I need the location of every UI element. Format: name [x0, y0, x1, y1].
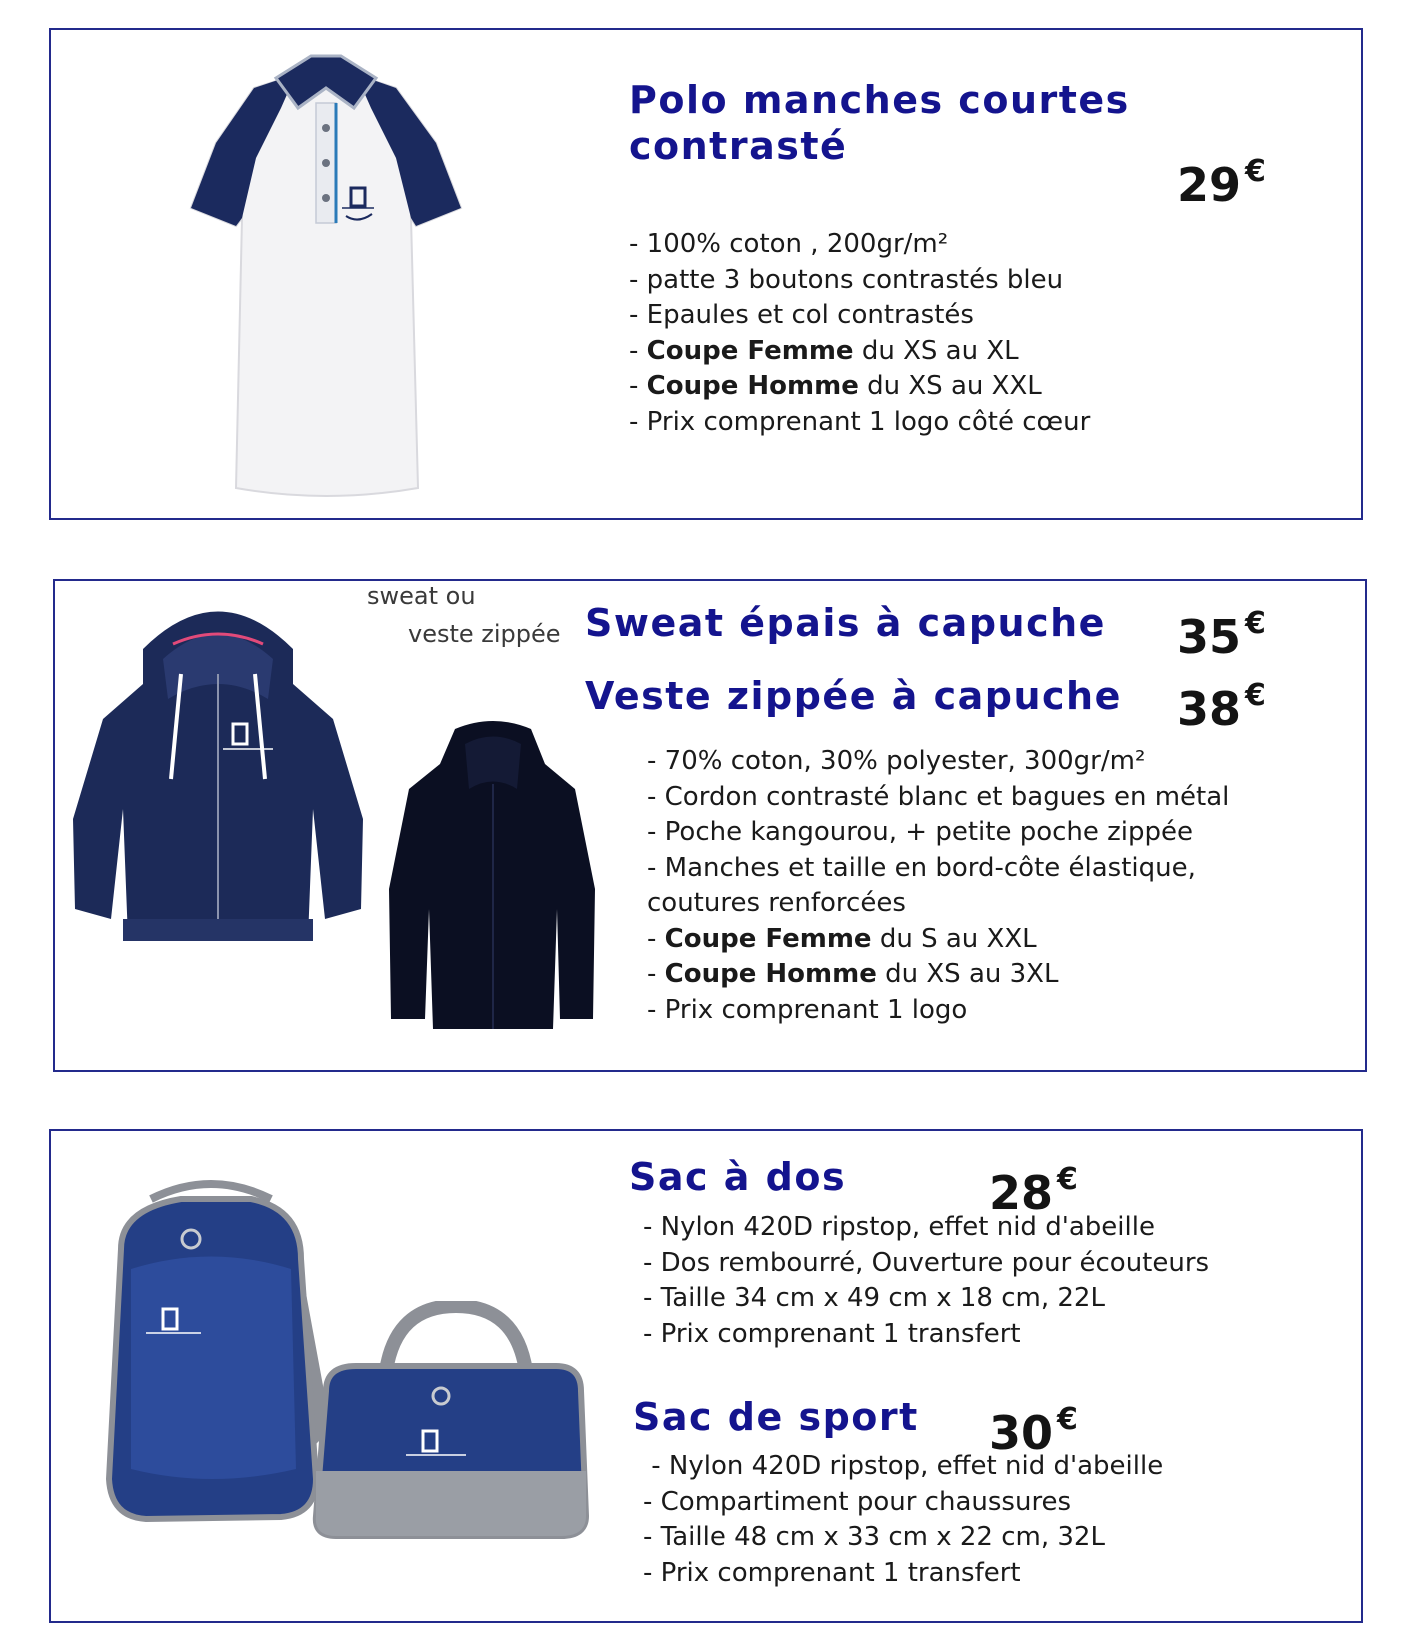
feature-item: - Prix comprenant 1 transfert — [643, 1557, 1021, 1588]
feature-item: - patte 3 boutons contrastés bleu — [629, 264, 1064, 295]
sport-bag-title: Sac de sport — [633, 1395, 919, 1439]
zip-jacket-price: 38 € — [1177, 678, 1266, 736]
feature-item: - Coupe Femme du XS au XL — [629, 335, 1019, 366]
euro-sign: € — [1057, 1402, 1078, 1437]
euro-sign: € — [1245, 154, 1266, 189]
feature-item: - Coupe Femme du S au XXL — [647, 923, 1037, 954]
feature-item: - Prix comprenant 1 transfert — [643, 1318, 1021, 1349]
feature-item: - Prix comprenant 1 logo côté cœur — [629, 406, 1091, 437]
feature-item: - 100% coton , 200gr/m² — [629, 229, 949, 259]
euro-sign: € — [1245, 606, 1266, 641]
sweat-price: 35 € — [1177, 606, 1266, 664]
product-card-sweat — [53, 579, 1367, 1072]
feature-item: - Nylon 420D ripstop, effet nid d'abeille — [643, 1212, 1155, 1242]
sweat-or-jacket-note-line2: veste zippée — [408, 620, 561, 648]
euro-sign: € — [1245, 678, 1266, 713]
sport-bag-price: 30 € — [989, 1402, 1078, 1460]
feature-item: - Poche kangourou, + petite poche zippée — [647, 817, 1194, 847]
sweat-features-list — [647, 744, 1229, 1028]
feature-item: - Compartiment pour chaussures — [643, 1486, 1072, 1517]
zip-jacket-title: Veste zippée à capuche — [585, 674, 1122, 718]
feature-item: - Dos rembourré, Ouverture pour écouteurs — [643, 1247, 1210, 1278]
feature-item: - Manches et taille en bord-côte élastique, — [647, 852, 1196, 883]
feature-item: coutures renforcées — [647, 888, 906, 918]
backpack-price: 28 € — [989, 1162, 1078, 1220]
backpack-title: Sac à dos — [629, 1155, 847, 1199]
polo-shirt-image — [146, 48, 496, 503]
polo-price: 29 € — [1177, 154, 1266, 212]
zip-jacket-image — [385, 719, 600, 1034]
feature-item: - Epaules et col contrastés — [629, 300, 974, 330]
backpack-features-list — [643, 1210, 1209, 1352]
feature-item: - Coupe Homme du XS au XXL — [629, 371, 1042, 401]
sport-bag-features-list — [643, 1449, 1163, 1591]
product-card-polo — [49, 28, 1363, 520]
polo-title-line1: Polo manches courtes — [629, 78, 1130, 122]
feature-item: - Nylon 420D ripstop, effet nid d'abeille — [643, 1451, 1164, 1481]
polo-title-line2: contrasté — [629, 124, 848, 168]
feature-item: - Taille 48 cm x 33 cm x 22 cm, 32L — [643, 1522, 1105, 1552]
sweat-title: Sweat épais à capuche — [585, 601, 1106, 645]
hoodie-image — [63, 589, 373, 984]
feature-item: - Coupe Homme du XS au 3XL — [647, 959, 1059, 989]
feature-item: - Cordon contrasté blanc et bagues en métal — [647, 781, 1230, 812]
sweat-or-jacket-note-line1: sweat ou — [367, 582, 476, 610]
feature-item: - Taille 34 cm x 49 cm x 18 cm, 22L — [643, 1283, 1105, 1313]
euro-sign: € — [1057, 1162, 1078, 1197]
feature-item: - Prix comprenant 1 logo — [647, 994, 968, 1025]
feature-item: - 70% coton, 30% polyester, 300gr/m² — [647, 746, 1146, 776]
product-card-bags — [49, 1129, 1363, 1623]
sport-bag-image — [306, 1301, 596, 1541]
polo-features-list — [629, 227, 1090, 440]
